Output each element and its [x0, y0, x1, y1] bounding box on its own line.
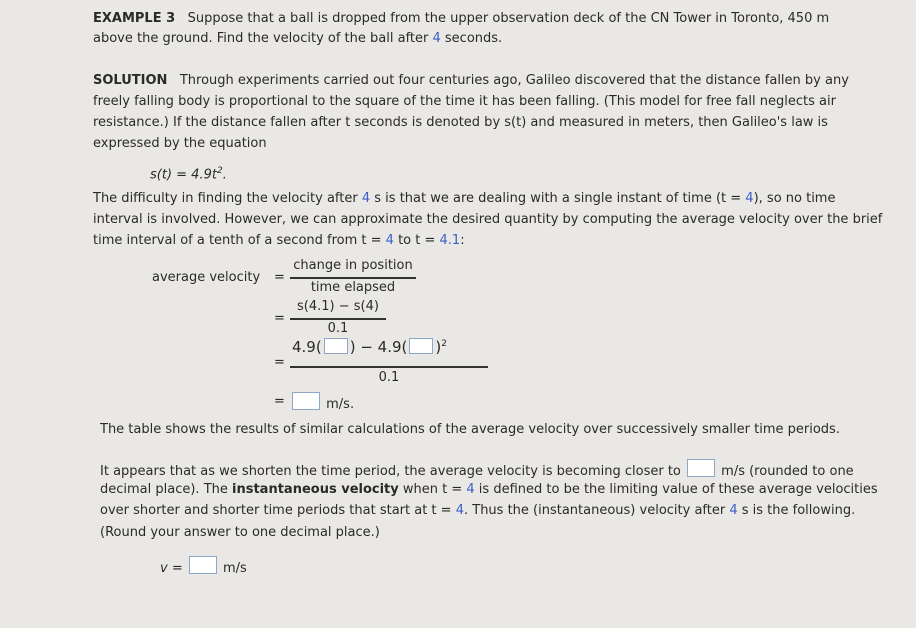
answer-box-t1[interactable]	[324, 338, 348, 354]
example-line-1: EXAMPLE 3 Suppose that a ball is dropped from the upper observation deck of the CN Tower in Toronto, 450 m	[93, 11, 830, 26]
equals-1: =	[274, 270, 285, 285]
time-elapsed: time elapsed	[310, 280, 396, 295]
example-label: EXAMPLE 3	[93, 11, 176, 26]
galileo-equation: $s(t) = 4.9t^2$.	[150, 166, 227, 183]
answer-box-t2[interactable]	[409, 338, 433, 354]
equals-3: =	[274, 355, 285, 370]
denominator-0-1-a: 0.1	[327, 321, 349, 336]
fraction-bar-1	[290, 277, 416, 279]
table-sentence: The table shows the results of similar calculations of the average velocity over successively smaller time periods.	[100, 422, 840, 437]
difficulty-line-1: The difficulty in finding the velocity after 4 s is that we are dealing with a single instant of time (t = 4), so no time	[93, 191, 836, 206]
fraction-bar-3	[290, 366, 488, 368]
appears-line-2: decimal place). The instantaneous velocity when t = 4 is defined to be the limiting value of these average velocities	[100, 482, 878, 497]
answer-box-velocity[interactable]	[189, 556, 217, 574]
final-answer: v = m/s	[160, 556, 247, 578]
solution-line-3: resistance.) If the distance fallen after t seconds is denoted by s(t) and measured in meters, then Galileo's law is	[93, 115, 828, 130]
example-line-2: above the ground. Find the velocity of the ball after 4 seconds.	[93, 31, 503, 46]
squared-expression: 4.9( ) − 4.9( )$^2$	[292, 338, 447, 356]
equals-2: =	[274, 311, 285, 326]
appears-line-1: It appears that as we shorten the time period, the average velocity is becoming closer to m/s (rounded to one	[100, 459, 854, 481]
difficulty-line-3: time interval of a tenth of a second from t = 4 to t = 4.1:	[93, 233, 465, 248]
solution-line-1: SOLUTION Through experiments carried out four centuries ago, Galileo discovered that the distance fallen by any	[93, 73, 849, 88]
equals-4: =	[274, 394, 285, 409]
difficulty-line-2: interval is involved. However, we can approximate the desired quantity by computing the average velocity over the brief	[93, 212, 883, 227]
change-in-position: change in position	[293, 258, 413, 273]
answer-box-avg[interactable]	[292, 392, 320, 410]
s-difference: s(4.1) − s(4)	[297, 299, 379, 314]
appears-line-3: over shorter and shorter time periods that start at t = 4. Thus the (instantaneous) velocity after 4 s is the following.	[100, 503, 856, 518]
solution-line-2: freely falling body is proportional to the square of the time it has been falling. (This model for free fall neglects air	[93, 94, 836, 109]
solution-line-4: expressed by the equation	[93, 136, 267, 151]
avg-velocity-answer: m/s.	[290, 392, 354, 412]
avg-velocity-label: average velocity	[152, 270, 261, 285]
appears-line-4: (Round your answer to one decimal place.)	[100, 525, 380, 540]
solution-label: SOLUTION	[93, 73, 168, 88]
denominator-0-1-b: 0.1	[378, 370, 400, 385]
answer-box-limit[interactable]	[687, 459, 715, 477]
fraction-bar-2	[290, 318, 386, 320]
